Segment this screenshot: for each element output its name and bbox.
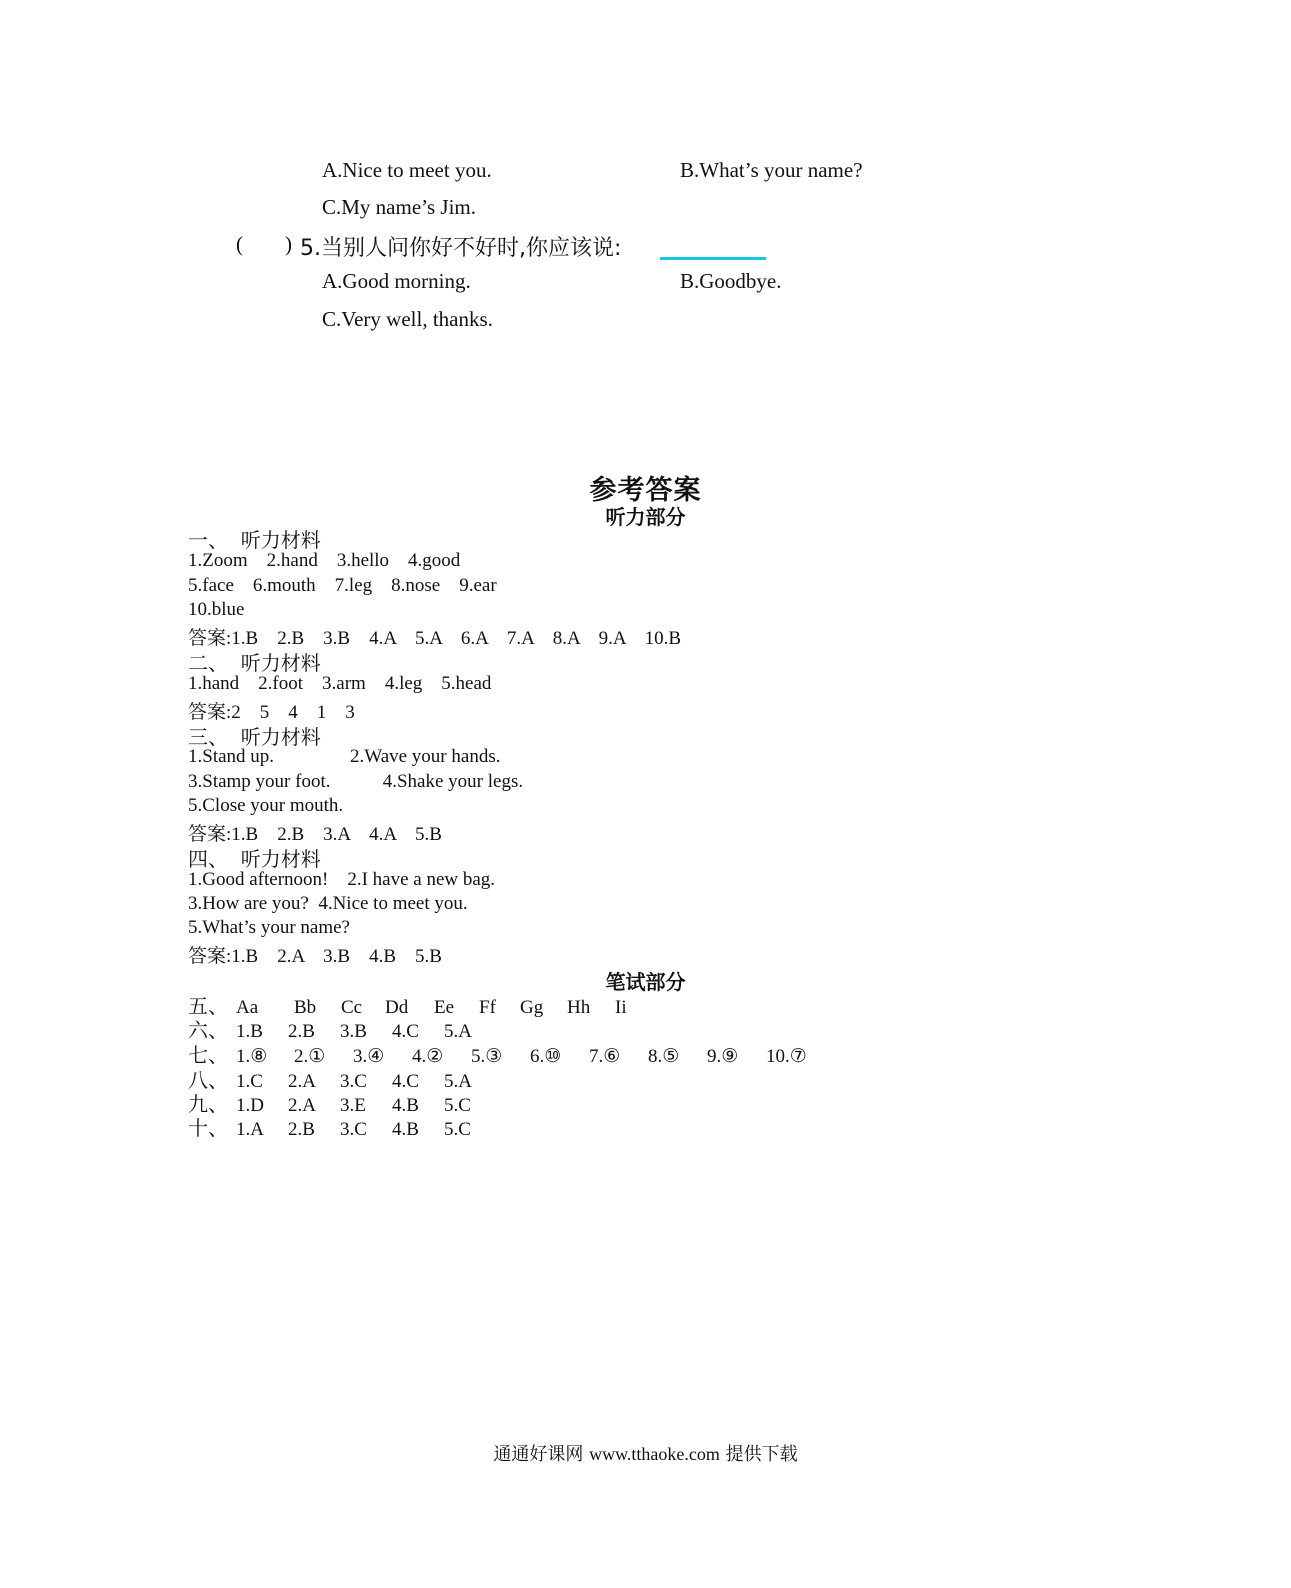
row-item: 5.A bbox=[444, 1021, 472, 1042]
row-number: 六、 bbox=[188, 1018, 228, 1042]
row-item: 4.C bbox=[392, 1071, 419, 1092]
section3-heading: 三、 听力材料 bbox=[188, 725, 321, 749]
section2-line-1: 1.hand 2.foot 3.arm 4.leg 5.head bbox=[188, 673, 492, 694]
row-item: 2.A bbox=[288, 1095, 316, 1116]
row-item: 7.⑥ bbox=[589, 1046, 621, 1067]
row-item: 1.C bbox=[236, 1071, 263, 1092]
answer-label: 答案 bbox=[188, 701, 227, 723]
row-item: 10.⑦ bbox=[766, 1046, 807, 1067]
q4-option-a: A.Nice to meet you. bbox=[322, 158, 492, 182]
row-item: 3.C bbox=[340, 1119, 367, 1140]
section2-answer bbox=[188, 697, 355, 724]
row-item: Hh bbox=[567, 997, 591, 1018]
section3-line-2: 3.Stamp your foot. 4.Shake your legs. bbox=[188, 771, 524, 792]
row-item: 8.⑤ bbox=[648, 1046, 680, 1067]
q5-option-c: C.Very well, thanks. bbox=[322, 307, 493, 331]
q5-option-b: B.Goodbye. bbox=[680, 269, 782, 293]
q5-answer-paren: ( ) bbox=[236, 232, 292, 256]
row-item: 1.D bbox=[236, 1095, 264, 1116]
row-item: Dd bbox=[385, 997, 409, 1018]
answer-label: 答案 bbox=[188, 627, 227, 649]
q5-stem: 5.当别人问你好不好时,你应该说: bbox=[300, 236, 622, 261]
answer-values: :1.B 2.B 3.A 4.A 5.B bbox=[226, 824, 442, 845]
section1-line-1: 1.Zoom 2.hand 3.hello 4.good bbox=[188, 550, 461, 571]
row-item: Bb bbox=[294, 997, 317, 1018]
written-row-10 bbox=[188, 1112, 496, 1141]
row-item: Ee bbox=[434, 997, 455, 1018]
section3-answer bbox=[188, 819, 442, 846]
row-item: 2.A bbox=[288, 1071, 316, 1092]
row-item: 3.B bbox=[340, 1021, 367, 1042]
row-item: Cc bbox=[341, 997, 363, 1018]
q4-option-b: B.What’s your name? bbox=[680, 158, 863, 182]
section4-line-3: 5.What’s your name? bbox=[188, 917, 350, 938]
listening-part-title: 听力部分 bbox=[605, 505, 686, 529]
row-item: 3.C bbox=[340, 1071, 367, 1092]
row-item: Gg bbox=[520, 997, 544, 1018]
section3-line-1: 1.Stand up. 2.Wave your hands. bbox=[188, 746, 501, 767]
row-item: 6.⑩ bbox=[530, 1046, 562, 1067]
section4-answer bbox=[188, 941, 442, 968]
row-item: 2.① bbox=[294, 1046, 326, 1067]
section1-line-3: 10.blue bbox=[188, 599, 245, 620]
answer-values: :1.B 2.B 3.B 4.A 5.A 6.A 7.A 8.A 9.A 10.B bbox=[226, 628, 682, 649]
row-item: 4.B bbox=[392, 1095, 419, 1116]
section2-heading: 二、 听力材料 bbox=[188, 651, 321, 675]
row-number: 八、 bbox=[188, 1068, 228, 1092]
row-item: 5.A bbox=[444, 1071, 472, 1092]
q5-answer-blank bbox=[660, 257, 766, 260]
footer-site-link[interactable]: www.tthaoke.com bbox=[589, 1444, 720, 1464]
row-item: 4.② bbox=[412, 1046, 444, 1067]
row-items bbox=[236, 1119, 496, 1141]
footer-left: 通通好课网 bbox=[493, 1444, 590, 1465]
row-item: 4.B bbox=[392, 1119, 419, 1140]
section4-heading: 四、 听力材料 bbox=[188, 847, 321, 871]
row-number: 九、 bbox=[188, 1092, 228, 1116]
row-number: 七、 bbox=[188, 1043, 228, 1067]
row-item: 5.③ bbox=[471, 1046, 503, 1067]
q4-option-c: C.My name’s Jim. bbox=[322, 195, 477, 219]
section4-line-1: 1.Good afternoon! 2.I have a new bag. bbox=[188, 869, 496, 890]
row-item: Aa bbox=[236, 997, 259, 1018]
row-item: 1.B bbox=[236, 1021, 263, 1042]
answer-label: 答案 bbox=[188, 823, 227, 845]
row-item: 5.C bbox=[444, 1119, 471, 1140]
row-item: 5.C bbox=[444, 1095, 471, 1116]
row-item: 2.B bbox=[288, 1119, 315, 1140]
section1-answer bbox=[188, 623, 681, 650]
row-item: 1.A bbox=[236, 1119, 264, 1140]
row-item: 2.B bbox=[288, 1021, 315, 1042]
writing-part-title: 笔试部分 bbox=[605, 970, 686, 994]
row-item: 3.E bbox=[340, 1095, 366, 1116]
row-number: 五、 bbox=[188, 994, 228, 1018]
answer-values: :1.B 2.A 3.B 4.B 5.B bbox=[226, 946, 442, 967]
section1-line-2: 5.face 6.mouth 7.leg 8.nose 9.ear bbox=[188, 575, 497, 596]
row-item: 3.④ bbox=[353, 1046, 385, 1067]
section1-heading: 一、 听力材料 bbox=[188, 528, 321, 552]
row-item: 4.C bbox=[392, 1021, 419, 1042]
answer-key-title: 参考答案 bbox=[589, 475, 702, 506]
footer-right: 提供下载 bbox=[719, 1444, 798, 1465]
row-item: 9.⑨ bbox=[707, 1046, 739, 1067]
q5-option-a: A.Good morning. bbox=[322, 269, 471, 293]
answer-label: 答案 bbox=[188, 945, 227, 967]
row-number: 十、 bbox=[188, 1116, 228, 1140]
section4-line-2: 3.How are you? 4.Nice to meet you. bbox=[188, 893, 468, 914]
answer-values: :2 5 4 1 3 bbox=[226, 702, 355, 723]
row-item: 1.⑧ bbox=[236, 1046, 268, 1067]
row-item: Ff bbox=[479, 997, 496, 1018]
row-item: Ii bbox=[615, 997, 627, 1018]
page-footer bbox=[0, 1440, 1291, 1466]
section3-line-3: 5.Close your mouth. bbox=[188, 795, 344, 816]
